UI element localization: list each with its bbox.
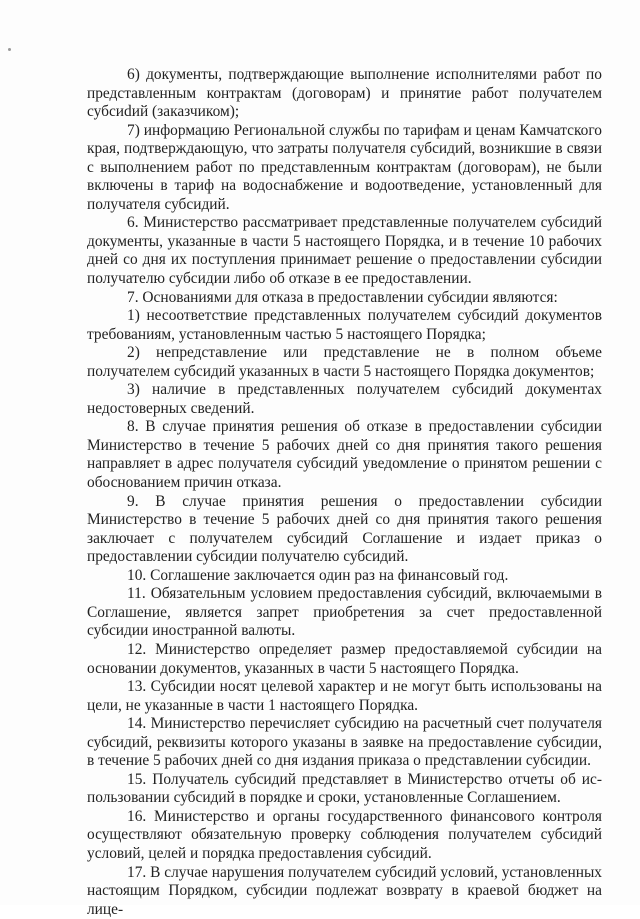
scan-dot	[8, 48, 11, 51]
paragraph-6: 6. Министерство рассматривает представленные получателем субсидий документы, указанные в части 5 настоящего Порядка, и в течение 10 рабочих дней со дня их поступления принимает решение о предоставлении субсидии получателю субсидии либо об отказе в ее предоставлении.	[87, 214, 602, 288]
paragraph-12: 12. Министерство определяет размер предоставляемой субсидии на основании документов, указанных в части 5 настоящего Порядка.	[87, 640, 602, 677]
paragraph-7: 7. Основаниями для отказа в предоставлении субсидии являются:	[127, 288, 558, 306]
paragraph-9: 9. В случае принятия решения о предоставлении субсидии Министерство в течение 5 рабочих дней со дня принятия такого решения заключает с получателем субсидий Соглашение и издает приказ о предоставлении субсидии получателю субсидий.	[87, 492, 602, 566]
paragraph-14: 14. Министерство перечисляет субсидию на расчетный счет получателя субсидий, реквизиты которого указаны в заявке на предоставление субсидии, в течение 5 рабочих дней со дня издания приказа о представлении субсидии.	[87, 715, 602, 770]
paragraph-7-item-3: 3) наличие в представленных получателем субсидий документах недостоверных сведений.	[87, 381, 602, 417]
paragraph-16: 16. Министерство и органы государственного финансового контроля осуществляют обязательную проверку соблюдения получателем субсидий условий, целей и порядка предоставления субсидий.	[87, 807, 602, 862]
paragraph-13: 13. Субсидии носят целевой характер и не могут быть использованы на цели, не указанные в части 1 настоящего Порядка.	[87, 678, 602, 714]
paragraph-10: 10. Соглашение заключается один раз на финансовый год.	[127, 566, 509, 584]
document-body	[87, 66, 602, 919]
paragraph-8: 8. В случае принятия решения об отказе в предоставлении субсидии Министерство в течение 5 рабочих дней со дня принятия такого решения направляет в адрес получателя субсидий уведомление о принятом решении с обоснованием причин отказа.	[87, 418, 602, 492]
paragraph-15: 15. Получатель субсидий представляет в Министерство отчеты об использовании субсидий в порядке и сроки, установленные Соглашением.	[87, 770, 602, 807]
paragraph-7-item-1: 1) несоответствие представленных получателем субсидий документов требованиям, установленным частью 5 настоящего Порядка;	[87, 307, 602, 343]
paragraph-17: 17. В случае нарушения получателем субсидий условий, установленных настоящим Порядком, субсидии подлежат возврату в краевой бюджет на лице-	[87, 863, 602, 918]
paragraph-7-item-2: 2) непредставление или представление не в полном объеме получателем субсидий указанных в части 5 настоящего Порядка документов;	[87, 344, 602, 380]
paragraph-11: 11. Обязательным условием предоставления субсидий, включаемыми в Соглашение, является запрет приобретения за счет предоставленной субсидии иностранной валюты.	[87, 585, 602, 640]
paragraph-6-item-7: 7) информацию Региональной службы по тарифам и ценам Камчатского края, подтверждающую, что затраты получателя субсидий, возникшие в связи с выполнением работ по представленным контрактам (договорам), не были включены в тариф на водоснабжение и водоотведение, установленный для получателя субсидий.	[87, 121, 602, 213]
paragraph-6-item-6: 6) документы, подтверждающие выполнение исполнителями работ по представленным контрактам (договорам) и принятие работ получателем субсиdий (заказчиком);	[87, 66, 602, 121]
